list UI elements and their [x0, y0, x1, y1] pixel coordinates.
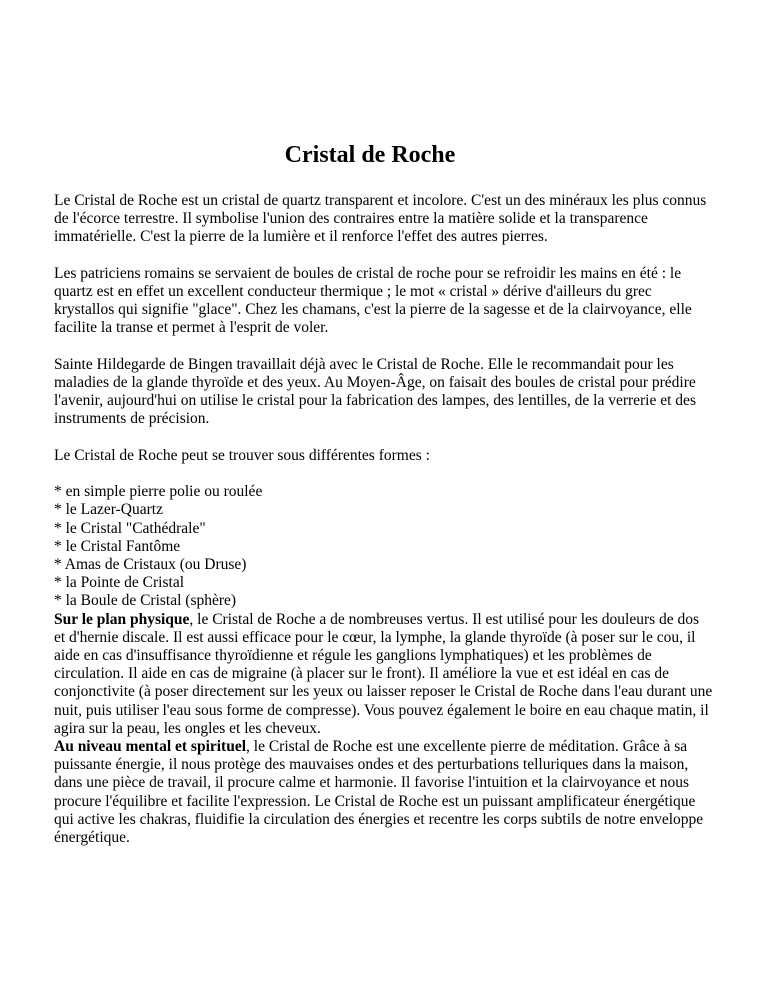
list-item: * la Boule de Cristal (sphère) [54, 592, 714, 610]
page-title: Cristal de Roche [284, 142, 456, 168]
mental-text: , le Cristal de Roche est une excellente pierre de méditation. Grâce à sa puissante énergie, il nous protège des mauvaises ondes et des perturbations telluriques dans la maison, dans une pièce de travail, il procure calme et harmonie. Il favorise l'intuition et la clairvoyance et nous procure l'équilibre et facilite l'expression. Le Cristal de Roche est un puissant amplificateur énergétique qui active les chakras, fluidifie la circulation des énergies et recentre les corps subtils de notre enveloppe énergétique. [54, 738, 704, 847]
paragraph-forms-intro: Le Cristal de Roche peut se trouver sous différentes formes : [54, 446, 430, 464]
paragraph-physical [54, 611, 714, 738]
list-item: * le Cristal Fantôme [54, 538, 714, 556]
physical-text: , le Cristal de Roche a de nombreuses vertus. Il est utilisé pour les douleurs de dos et d'hernie discale. Il est aussi efficace pour le cœur, la lymphe, la glande thyroïde (à poser sur le cou, il aide en cas d'insuffisance thyroïdienne et régule les ganglions lymphatiques) et les problèmes de circulation. Il aide en cas de migraine (à placer sur le front). Il améliore la vue et est idéal en cas de conjonctivite (à poser directement sur les yeux ou laisser reposer le Cristal de Roche dans l'eau durant une nuit, puis utiliser l'eau sous forme de compresse). Vous pouvez également le boire en eau chaque matin, il agira sur la peau, les ongles et les cheveux. [54, 610, 713, 737]
list-item: * en simple pierre polie ou roulée [54, 483, 714, 501]
document-page [54, 140, 714, 847]
mental-heading: Au niveau mental et spirituel [54, 738, 247, 756]
paragraph-mental [54, 738, 714, 847]
paragraph-intro: Le Cristal de Roche est un cristal de quartz transparent et incolore. C'est un des minéraux les plus connus de l'écorce terrestre. Il symbolise l'union des contraires entre la matière solide et la transparence immatérielle. C'est la pierre de la lumière et il renforce l'effet des autres pierres. [54, 192, 707, 246]
list-item: * la Pointe de Cristal [54, 574, 714, 592]
list-item: * Amas de Cristaux (ou Druse) [54, 556, 714, 574]
paragraph-hildegarde: Sainte Hildegarde de Bingen travaillait déjà avec le Cristal de Roche. Elle le recommandait pour les maladies de la glande thyroïde et des yeux. Au Moyen-Âge, on faisait des boules de cristal pour prédire l'avenir, aujourd'hui on utilise le cristal pour la fabrication des lampes, des lentilles, de la verrerie et des instruments de précision. [54, 355, 696, 428]
physical-heading: Sur le plan physique [54, 610, 190, 628]
paragraph-history: Les patriciens romains se servaient de boules de cristal de roche pour se refroidir les mains en été : le quartz est en effet un excellent conducteur thermique ; le mot « cristal » dérive d'ailleurs du grec krystallos qui signifie "glace". Chez les chamans, c'est la pierre de la sagesse et de la clairvoyance, elle facilite la transe et permet à l'esprit de voler. [54, 264, 692, 337]
list-item: * le Cristal "Cathédrale" [54, 520, 714, 538]
forms-list [54, 483, 714, 610]
list-item: * le Lazer-Quartz [54, 501, 714, 519]
